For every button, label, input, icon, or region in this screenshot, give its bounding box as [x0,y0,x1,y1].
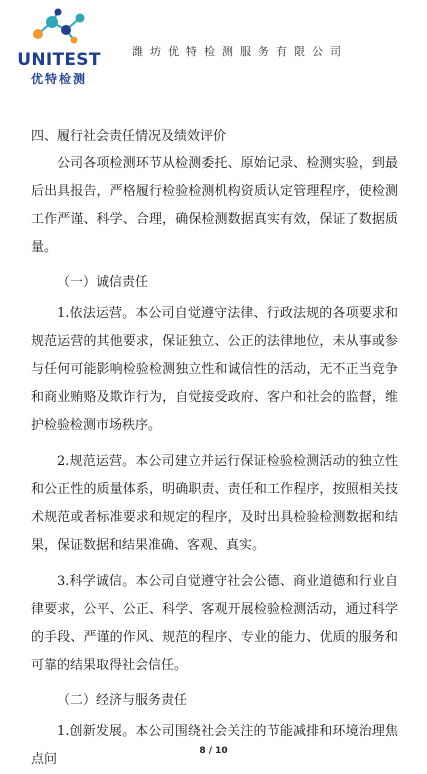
page-number: 8 / 10 [199,746,228,756]
molecule-icon [28,8,90,48]
paragraph-lawful-operation: 1.依法运营。本公司自觉遵守法律、行政法规的各项要求和规范运营的其他要求，保证独立、公正的法律地位，未从事或参与任何可能影响检验检测独立性和诚信性的活动，无不正当竞争和商业贿赂及欺诈行为，自觉接受政府、客户和社会的监督，维护检验检测市场秩序。 [31,306,398,433]
paragraph-innovation: 1.创新发展。本公司围绕社会关注的节能减排和环境治理焦点问 [31,724,398,767]
paragraph-scientific-integrity: 3.科学诚信。本公司自觉遵守社会公德、商业道德和行业自律要求，公平、公正、科学、客观开展检验检测活动，通过科学的手段、严谨的作风、规范的程序、专业的能力、优质的服务和可靠的结果取得社会信任。 [31,574,398,673]
page-header [0,0,427,96]
logo-english-text: UNITEST [17,50,101,70]
document-body [31,124,398,774]
subheading-economic-service: （二）经济与服务责任 [57,693,188,708]
paragraph-standard-operation: 2.规范运营。本公司建立并运行保证检验检测活动的独立性和公正性的质量体系，明确职责、责任和工作程序，按照相关技术规范或者标准要求和规定的程序，及时出具检验检测数据和结果，保证数据和结果准确、客观、真实。 [31,454,398,553]
intro-paragraph: 公司各项检测环节从检测委托、原始记录、检测实验，到最后出具报告，严格履行检验检测机构资质认定管理程序，使检测工作严谨、科学、合理，确保检测数据真实有效，保证了数据质量。 [31,156,398,255]
logo-chinese-text: 优特检测 [30,72,87,86]
subheading-integrity: （一）诚信责任 [57,275,149,290]
company-logo [14,8,104,88]
section-title: 四、履行社会责任情况及绩效评价 [31,129,227,144]
company-name: 潍坊优特检测服务有限公司 [132,45,348,58]
